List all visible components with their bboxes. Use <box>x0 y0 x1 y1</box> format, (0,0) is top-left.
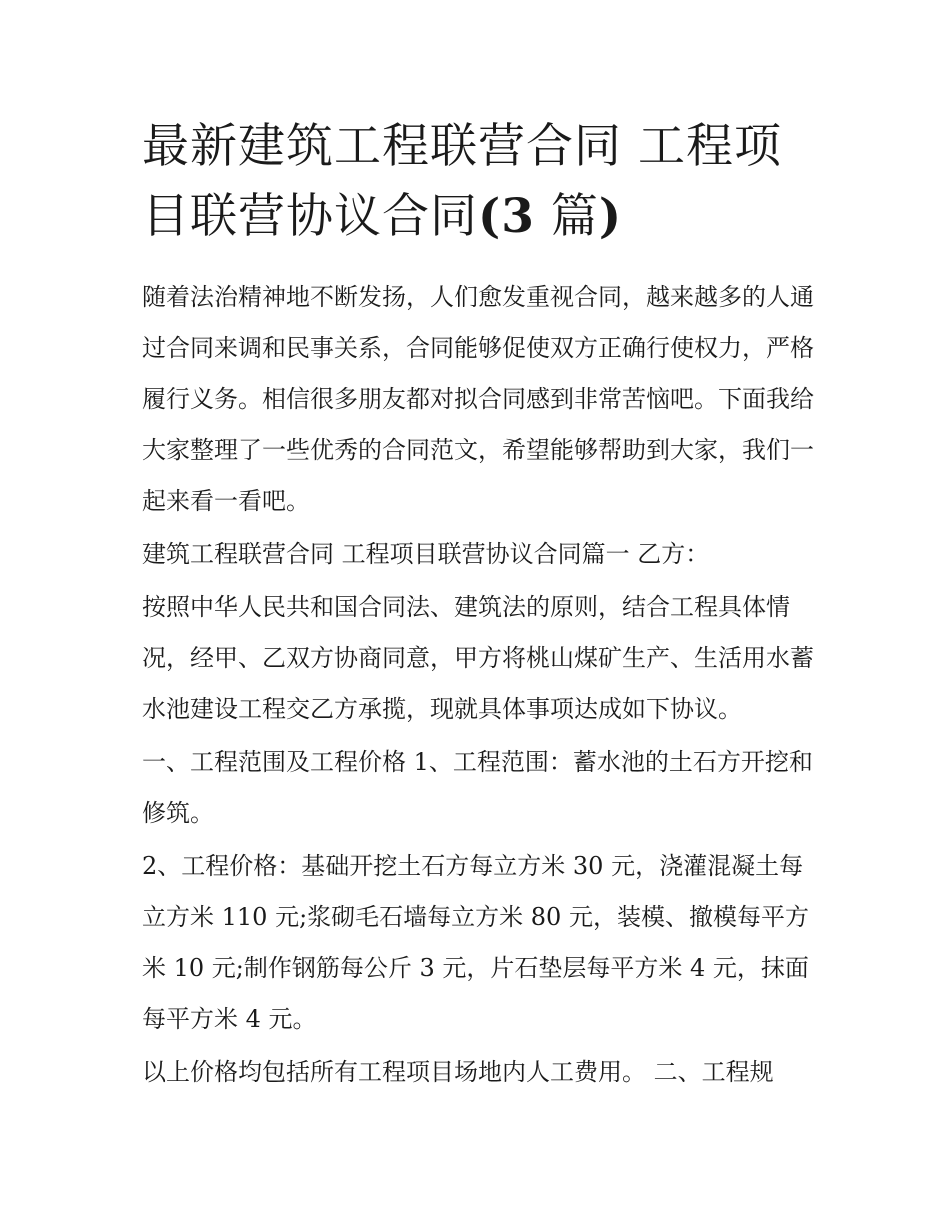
clause-scope: 一、工程范围及工程价格 1、工程范围：蓄水池的土石方开挖和修筑。 <box>142 748 813 827</box>
title-text: 最新建筑工程联营合同 工程项目联营协议合同 <box>142 119 782 244</box>
agreement-paragraph: 按照中华人民共和国合同法、建筑法的原则，结合工程具体情况，经甲、乙双方协商同意，甲方将桃山煤矿生产、生活用水蓄水池建设工程交乙方承揽，现就具体事项达成如下协议。 <box>142 593 814 723</box>
document-body <box>142 112 814 1100</box>
title-count-open: (3 <box>478 189 535 244</box>
clause-price: 2、工程价格：基础开挖土石方每立方米 30 元，浇灌混凝土每立方米 110 元;浆砌毛石墙每立方米 80 元，装模、撤模每平方米 10 元;制作钢筋每公斤 3 元，片石垫层每平方米 4 元，抹面每平方米 4 元。 <box>142 852 809 1033</box>
document-title <box>142 112 814 252</box>
title-count-close: ) <box>598 189 623 244</box>
intro-paragraph: 随着法治精神地不断发扬，人们愈发重视合同，越来越多的人通过合同来调和民事关系，合同能够促使双方正确行使权力，严格履行义务。相信很多朋友都对拟合同感到非常苦恼吧。下面我给大家整理了一些优秀的合同范文，希望能够帮助到大家，我们一起来看一看吧。 <box>142 283 814 515</box>
clause-note: 以上价格均包括所有工程项目场地内人工费用。 二、工程规 <box>142 1058 774 1086</box>
section-heading: 建筑工程联营合同 工程项目联营协议合同篇一 乙方： <box>142 540 710 568</box>
title-count-unit: 篇 <box>550 189 599 244</box>
